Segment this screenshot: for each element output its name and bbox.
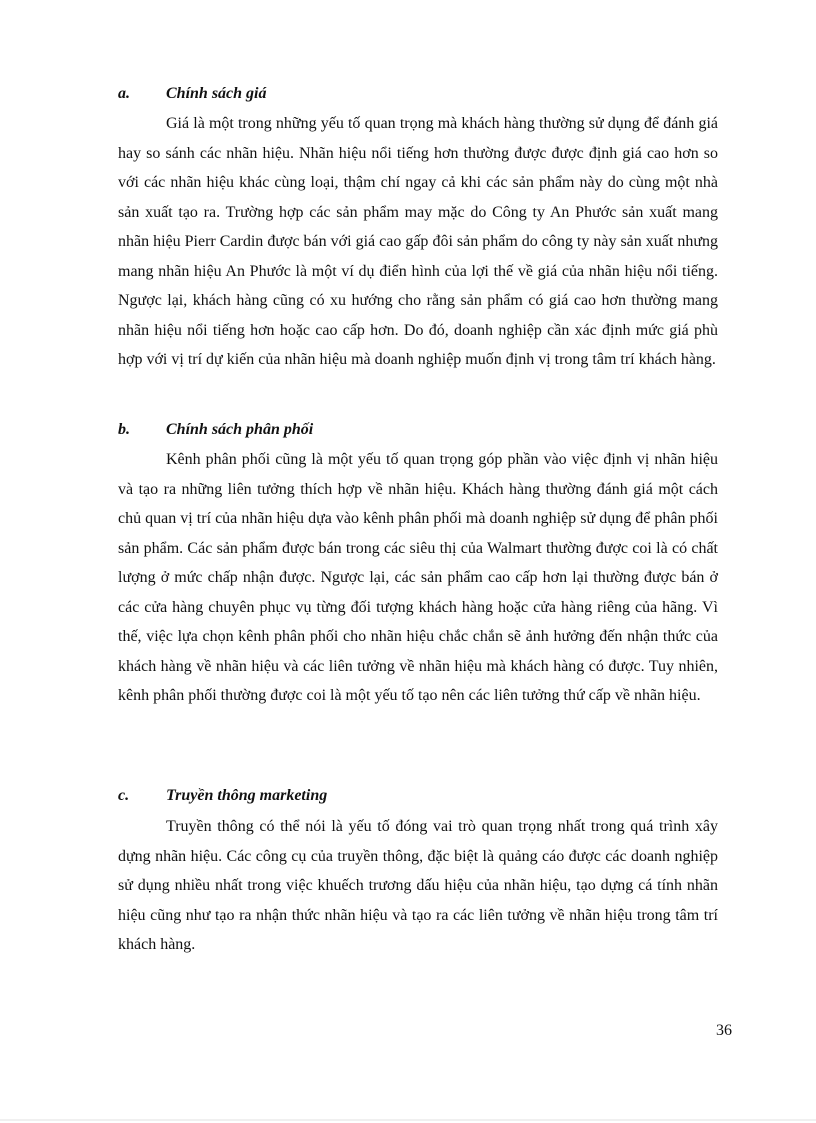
page-number: 36: [716, 1022, 732, 1039]
section-marker: a.: [118, 85, 130, 102]
page-bottom-edge: [0, 1119, 816, 1121]
section-heading-c: [118, 787, 327, 805]
section-body-a: Giá là một trong những yếu tố quan trọng mà khách hàng thường sử dụng để đánh giá hay so sánh các nhãn hiệu. Nhãn hiệu nổi tiếng hơn thường được được định giá cao hơn so với các nhãn hiệu khác cùng loại, thậm chí ngay cả khi các sản phẩm này do cùng một nhà sản xuất tạo ra. Trường hợp các sản phẩm may mặc do Công ty An Phước sản xuất mang nhãn hiệu Pierr Cardin được bán với giá cao gấp đôi sản phẩm do công ty này sản xuất nhưng mang nhãn hiệu An Phước là một ví dụ điển hình của lợi thế về giá của nhãn hiệu nổi tiếng. Ngược lại, khách hàng cũng có xu hướng cho rằng sản phẩm có giá cao hơn thường mang nhãn hiệu nổi tiếng hơn hoặc cao cấp hơn. Do đó, doanh nghiệp cần xác định mức giá phù hợp với vị trí dự kiến của nhãn hiệu mà doanh nghiệp muốn định vị trong tâm trí khách hàng.: [118, 115, 718, 368]
section-body-c: Truyền thông có thể nói là yếu tố đóng vai trò quan trọng nhất trong quá trình xây dựng nhãn hiệu. Các công cụ của truyền thông, đặc biệt là quảng cáo được các doanh nghiệp sử dụng nhiều nhất trong việc khuếch trương dấu hiệu của nhãn hiệu, tạo dựng cá tính nhãn hiệu cũng như tạo ra nhận thức nhãn hiệu và tạo ra các liên tưởng về nhãn hiệu trong tâm trí khách hàng.: [118, 818, 718, 953]
section-title: Truyền thông marketing: [166, 787, 328, 804]
section-body-b: Kênh phân phối cũng là một yếu tố quan trọng góp phần vào việc định vị nhãn hiệu và tạo ra những liên tưởng thích hợp về nhãn hiệu. Khách hàng thường đánh giá một cách chủ quan vị trí của nhãn hiệu dựa vào kênh phân phối mà doanh nghiệp sử dụng để phân phối sản phẩm. Các sản phẩm được bán trong các siêu thị của Walmart thường được coi là có chất lượng ở mức chấp nhận được. Ngược lại, các sản phẩm cao cấp hơn lại thường được bán ở các cửa hàng chuyên phục vụ từng đối tượng khách hàng hoặc cửa hàng riêng của hãng. Vì thế, việc lựa chọn kênh phân phối cho nhãn hiệu chắc chắn sẽ ảnh hưởng đến nhận thức của khách hàng về nhãn hiệu và các liên tưởng về nhãn hiệu mà khách hàng có được. Tuy nhiên, kênh phân phối thường được coi là một yếu tố tạo nên các liên tưởng thứ cấp về nhãn hiệu.: [118, 451, 718, 704]
section-title: Chính sách phân phối: [166, 421, 314, 438]
section-heading-a: [118, 85, 266, 103]
section-heading-b: [118, 421, 313, 439]
section-marker: c.: [118, 787, 130, 804]
section-marker: b.: [118, 421, 130, 438]
section-title: Chính sách giá: [166, 85, 267, 102]
